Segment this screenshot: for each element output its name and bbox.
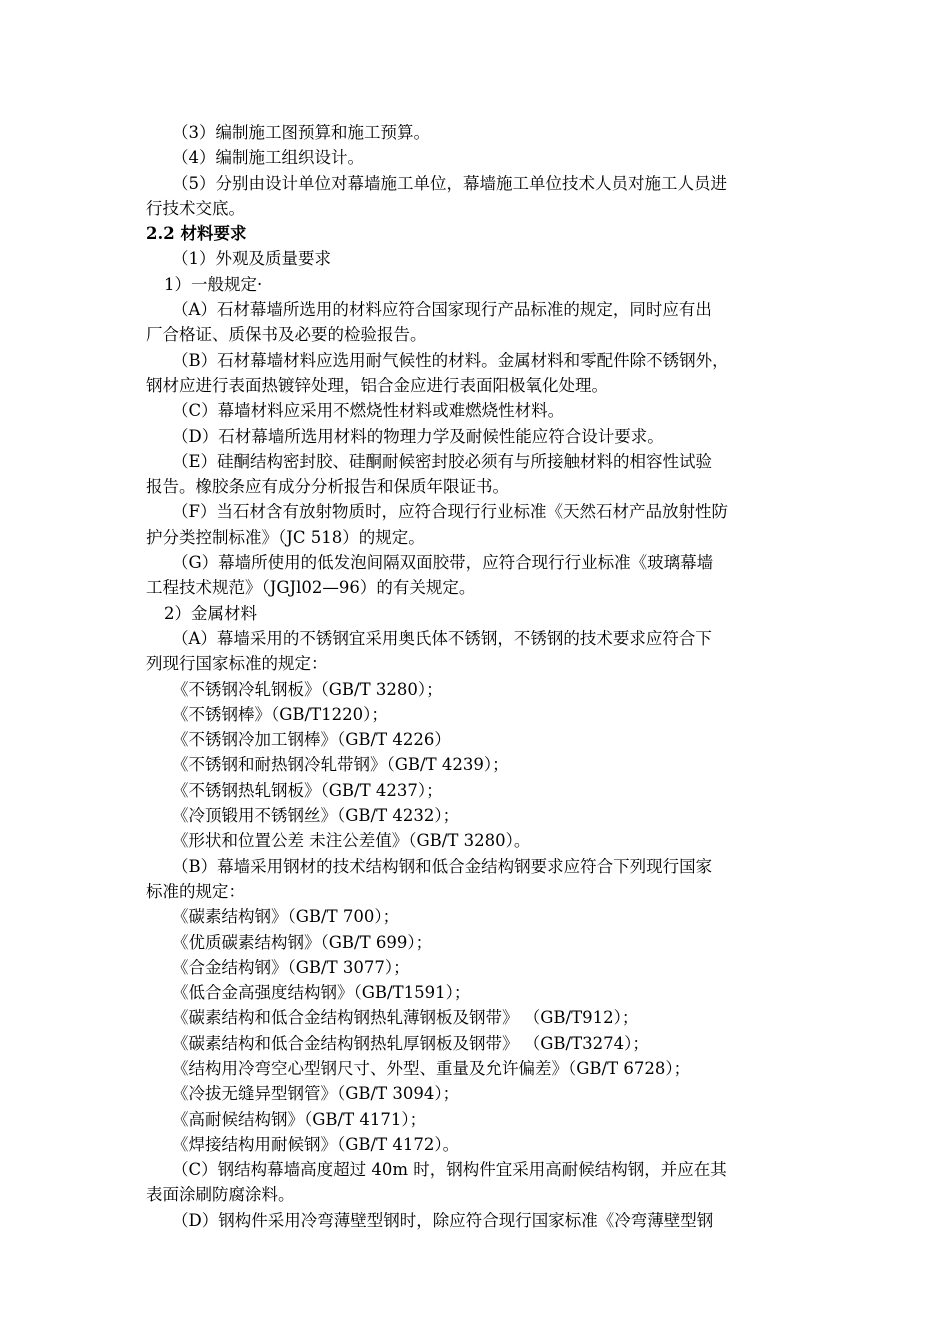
- text-line: 2）金属材料: [164, 603, 257, 623]
- text-line: （4）编制施工组织设计。: [172, 148, 364, 168]
- text-line: （A）幕墙采用的不锈钢宜采用奥氏体不锈钢，不锈钢的技术要求应符合下: [172, 628, 712, 648]
- text-line: 《不锈钢冷轧钢板》（GB/T 3280）；: [172, 679, 443, 699]
- text-line: 表面涂刷防腐涂料。: [146, 1185, 295, 1205]
- text-line: 《焊接结构用耐候钢》（GB/T 4172）。: [172, 1134, 460, 1154]
- text-line: （A）石材幕墙所选用的材料应符合国家现行产品标准的规定，同时应有出: [172, 300, 712, 320]
- text-line: 《不锈钢热轧钢板》（GB/T 4237）；: [172, 780, 443, 800]
- text-line: 1）一般规定·: [164, 274, 263, 294]
- text-line: （B）石材幕墙材料应选用耐气候性的材料。金属材料和零配件除不锈钢外，: [172, 350, 729, 370]
- text-line: 护分类控制标准》（JC 518）的规定。: [146, 527, 425, 547]
- text-line: 钢材应进行表面热镀锌处理，铝合金应进行表面阳极氧化处理。: [146, 375, 608, 395]
- text-line: 《冷拔无缝异型钢管》（GB/T 3094）；: [172, 1084, 460, 1104]
- text-line: 《冷顶锻用不锈钢丝》（GB/T 4232）；: [172, 806, 460, 826]
- section-heading: 2.2 材料要求: [146, 224, 247, 244]
- text-line: 《优质碳素结构钢》（GB/T 699）；: [172, 932, 433, 952]
- text-line: 《不锈钢冷加工钢棒》（GB/T 4226）: [172, 730, 451, 750]
- text-line: （1）外观及质量要求: [172, 249, 331, 269]
- text-line: （B）幕墙采用钢材的技术结构钢和低合金结构钢要求应符合下列现行国家: [172, 856, 713, 876]
- text-line: 《碳素结构和低合金结构钢热轧厚钢板及钢带》 （GB/T3274）；: [172, 1033, 649, 1053]
- text-line: （G）幕墙所使用的低发泡间隔双面胶带，应符合现行行业标准《玻璃幕墙: [172, 553, 714, 573]
- text-line: （D）钢构件采用冷弯薄壁型钢时，除应符合现行国家标准《冷弯薄壁型钢: [172, 1210, 714, 1230]
- text-line: 工程技术规范》（JGJl02—96）的有关规定。: [146, 578, 476, 598]
- text-line: 《碳素结构钢》（GB/T 700）；: [172, 907, 400, 927]
- text-line: 厂合格证、质保书及必要的检验报告。: [146, 325, 427, 345]
- text-line: 《低合金高强度结构钢》（GB/T1591）；: [172, 983, 471, 1003]
- text-line: （E）硅酮结构密封胶、硅酮耐候密封胶必须有与所接触材料的相容性试验: [172, 451, 713, 471]
- text-line: 《合金结构钢》（GB/T 3077）；: [172, 957, 410, 977]
- text-line: 《碳素结构和低合金结构钢热轧薄钢板及钢带》 （GB/T912）；: [172, 1008, 639, 1028]
- text-line: （D）石材幕墙所选用材料的物理力学及耐候性能应符合设计要求。: [172, 426, 664, 446]
- text-line: 《形状和位置公差 未注公差值》（GB/T 3280）。: [172, 831, 531, 851]
- text-line: （C）钢结构幕墙高度超过 40m 时，钢构件宜采用高耐候结构钢，并应在其: [172, 1160, 727, 1180]
- document-body: [146, 120, 818, 1233]
- text-line: 行技术交底。: [146, 198, 245, 218]
- text-line: （F）当石材含有放射物质时，应符合现行行业标准《天然石材产品放射性防: [172, 502, 728, 522]
- text-line: 《高耐候结构钢》（GB/T 4171）；: [172, 1109, 427, 1129]
- text-line: 《不锈钢和耐热钢冷轧带钢》（GB/T 4239）；: [172, 755, 509, 775]
- text-line: 《不锈钢棒》（GB/T1220）；: [172, 704, 388, 724]
- text-line: （5）分别由设计单位对幕墙施工单位，幕墙施工单位技术人员对施工人员进: [172, 173, 727, 193]
- text-line: 列现行国家标准的规定：: [146, 654, 328, 674]
- text-line: 报告。橡胶条应有成分分析报告和保质年限证书。: [146, 477, 509, 497]
- text-line: （3）编制施工图预算和施工预算。: [172, 123, 430, 142]
- text-line: （C）幕墙材料应采用不燃烧性材料或难燃烧性材料。: [172, 401, 565, 421]
- text-line: 标准的规定：: [146, 881, 245, 901]
- text-line: 《结构用冷弯空心型钢尺寸、外型、重量及允许偏差》（GB/T 6728）；: [172, 1058, 691, 1078]
